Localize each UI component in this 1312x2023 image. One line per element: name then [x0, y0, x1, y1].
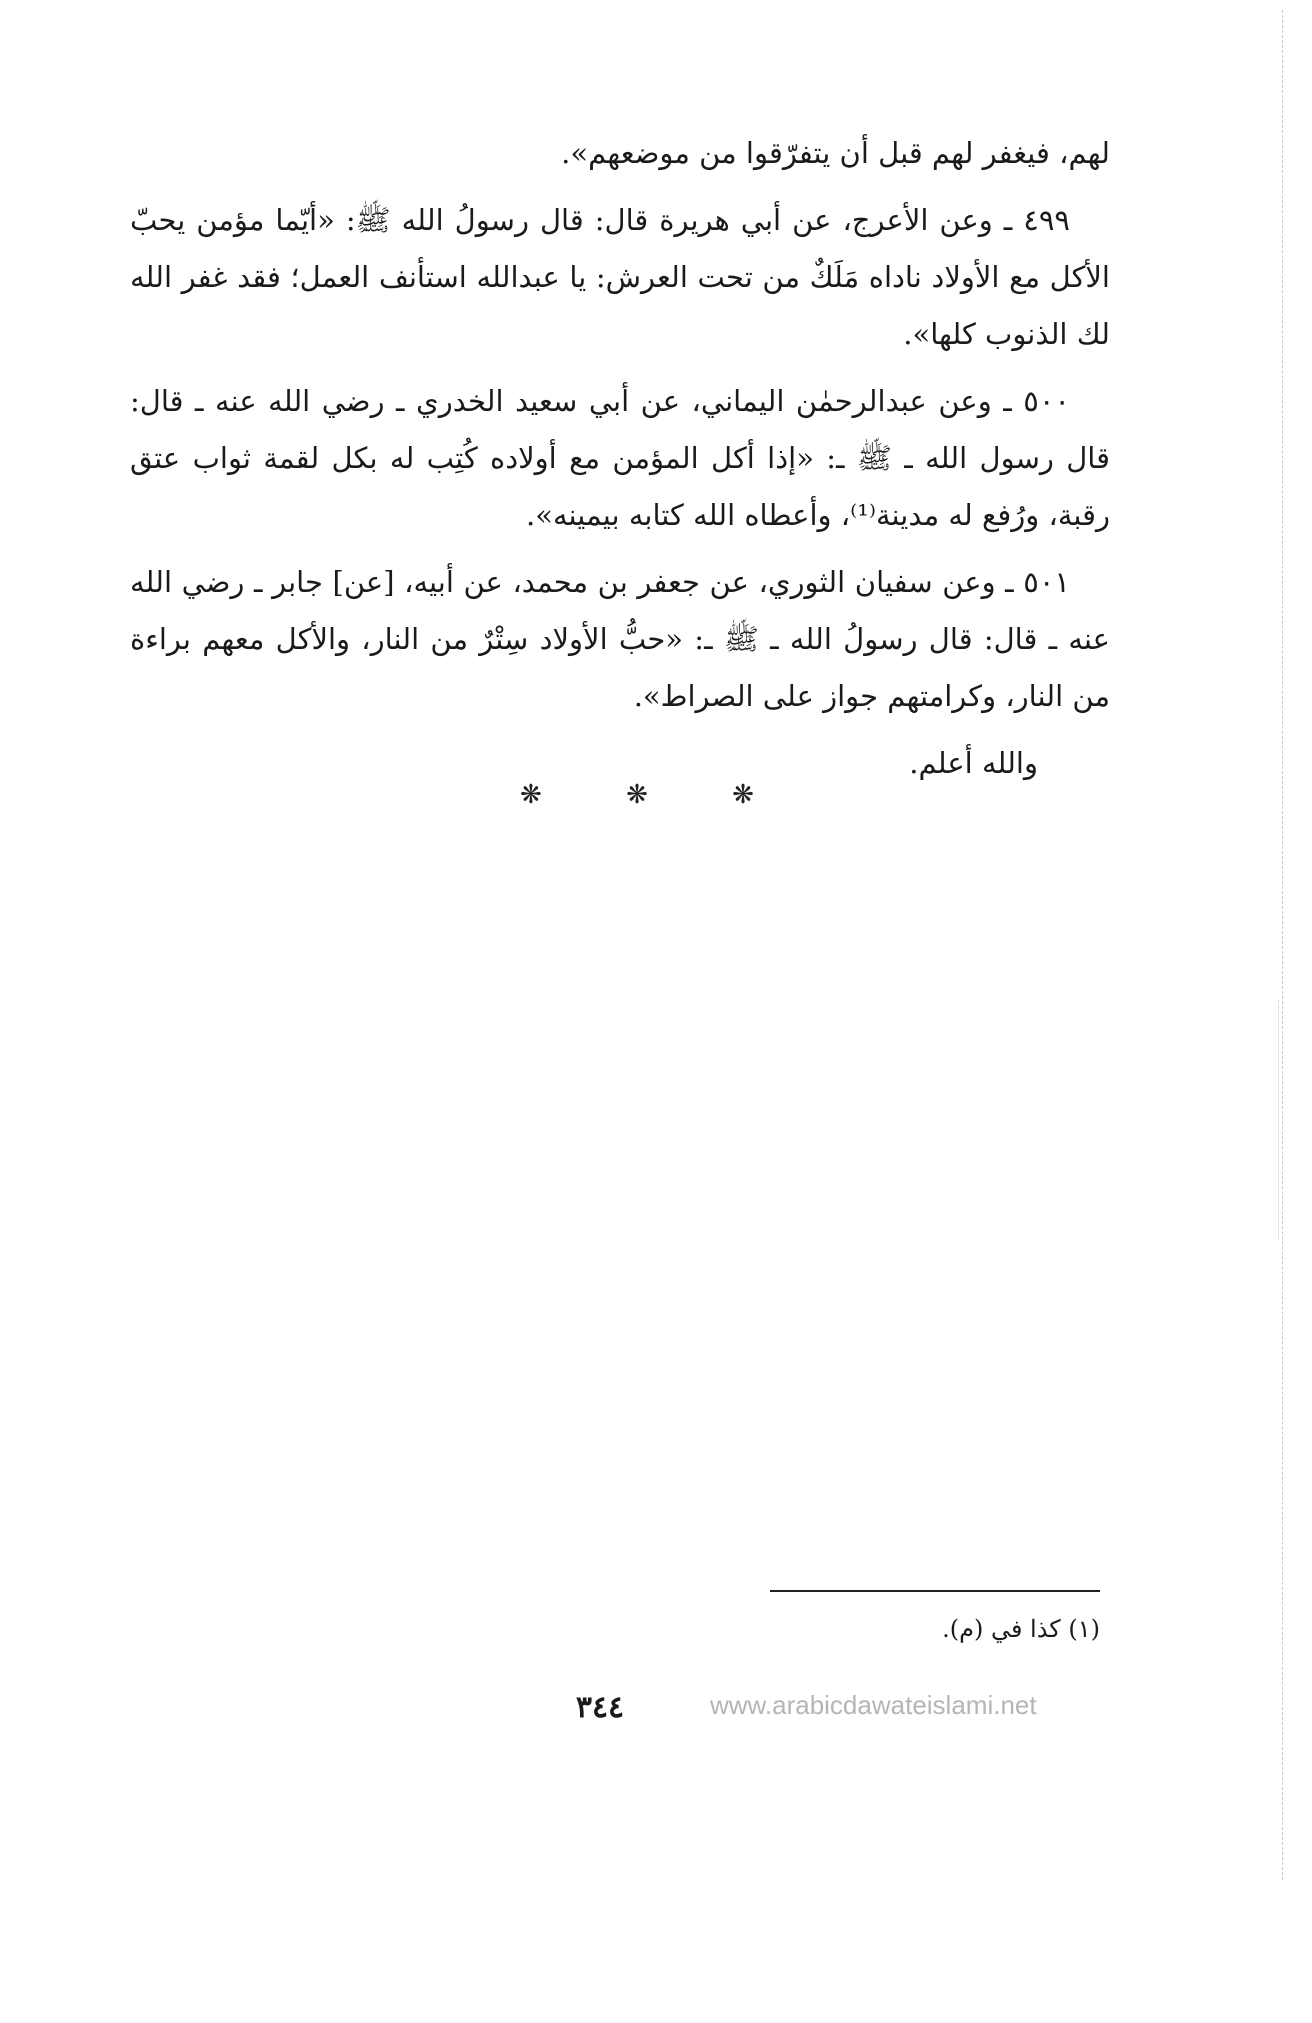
footnote: (١) كذا في (م). — [942, 1615, 1100, 1643]
paragraph-hadith-501: ٥٠١ ـ وعن سفيان الثوري، عن جعفر بن محمد، عن أبيه، [عن] جابر ـ رضي الله عنه ـ قال: قال رسولُ الله ـ ﷺ ـ: «حبُّ الأولاد سِتْرٌ من النار، والأكل معهم براءة من النار، وكرامتهم جواز على الصراط». — [130, 565, 1110, 713]
section-separator: ❋ ❋ ❋ — [520, 780, 792, 810]
watermark-url: www.arabicdawateislami.net — [710, 1690, 1037, 1720]
scan-edge-line — [1278, 1000, 1279, 1240]
main-text — [130, 125, 1110, 802]
paragraph-hadith-500: ٥٠٠ ـ وعن عبدالرحمٰن اليماني، عن أبي سعيد الخدري ـ رضي الله عنه ـ قال: قال رسول الله ـ ﷺ ـ: «إذا أكل المؤمن مع أولاده كُتِب له بكل لقمة ثواب عتق رقبة، ورُفع له مدينة⁽¹⁾، وأعطاه الله كتابه بيمينه». — [130, 384, 1110, 532]
closing-phrase: والله أعلم. — [909, 746, 1038, 780]
paragraph-continuation: لهم، فيغفر لهم قبل أن يتفرّقوا من موضعهم». — [561, 136, 1110, 170]
scan-edge-line — [1282, 10, 1283, 1880]
page-number: ٣٤٤ — [575, 1690, 625, 1725]
paragraph-hadith-499: ٤٩٩ ـ وعن الأعرج، عن أبي هريرة قال: قال رسولُ الله ﷺ: «أيّما مؤمن يحبّ الأكل مع الأولاد ناداه مَلَكٌ من تحت العرش: يا عبدالله استأنف العمل؛ فقد غفر الله لك الذنوب كلها». — [130, 203, 1110, 351]
footnote-divider — [770, 1590, 1100, 1592]
